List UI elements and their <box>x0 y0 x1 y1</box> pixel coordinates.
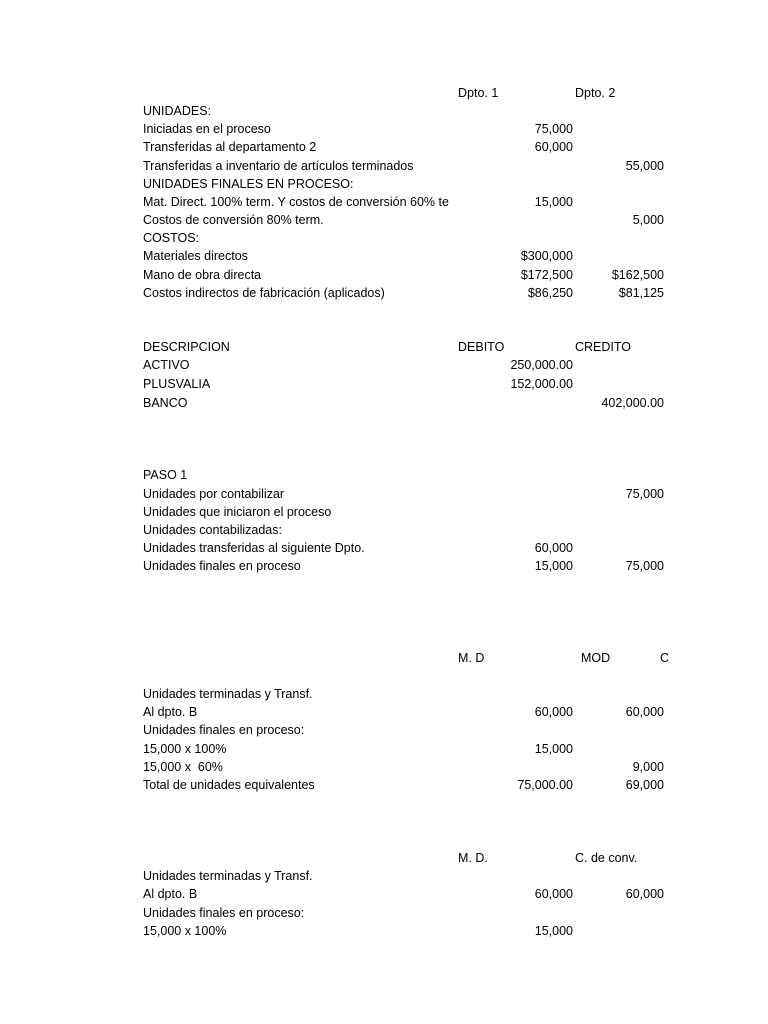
header-debito: DEBITO <box>458 340 505 354</box>
row-label: 15,000 x 100% <box>143 742 227 756</box>
header-c-de-conv: C. de conv. <box>575 851 638 865</box>
value-md: 75,000.00 <box>517 778 573 792</box>
row-label: 15,000 x 60% <box>143 760 223 774</box>
header-credito: CREDITO <box>575 340 632 354</box>
value-dpto1: $86,250 <box>527 286 573 300</box>
row-label: COSTOS: <box>143 231 200 245</box>
table-row <box>0 356 768 374</box>
header-md: M. D. <box>458 851 488 865</box>
table-row <box>0 685 768 703</box>
row-label: Mano de obra directa <box>143 268 262 282</box>
value-md: 60,000 <box>534 887 573 901</box>
table-row <box>0 885 768 903</box>
value-c-de-conv: 60,000 <box>625 887 664 901</box>
row-label: UNIDADES: <box>143 104 212 118</box>
value-mod: 60,000 <box>625 705 664 719</box>
row-label: Total de unidades equivalentes <box>143 778 315 792</box>
row-label: Unidades terminadas y Transf. <box>143 869 313 883</box>
header-dpto2: Dpto. 2 <box>575 86 616 100</box>
value-md: 15,000 <box>534 742 573 756</box>
table-row <box>0 557 768 575</box>
value-dpto1: 15,000 <box>534 195 573 209</box>
section-title: PASO 1 <box>143 468 188 482</box>
table-row <box>0 211 768 229</box>
table-row <box>0 904 768 922</box>
value-debito: 250,000.00 <box>510 358 573 372</box>
table-row <box>0 102 768 120</box>
row-label: Unidades terminadas y Transf. <box>143 687 313 701</box>
value-md: 60,000 <box>534 705 573 719</box>
section5-header-row <box>0 849 768 867</box>
table-row <box>0 922 768 940</box>
value-dpto1: 75,000 <box>534 122 573 136</box>
section2-header-row <box>0 338 768 356</box>
table-row <box>0 485 768 503</box>
row-label: Unidades contabilizadas: <box>143 523 282 537</box>
row-label: 15,000 x 100% <box>143 924 227 938</box>
row-label: PLUSVALIA <box>143 377 211 391</box>
value-dpto2: 55,000 <box>625 159 664 173</box>
value-dpto1: $300,000 <box>520 249 573 263</box>
row-label: Costos indirectos de fabricación (aplicados) <box>143 286 385 300</box>
row-label: UNIDADES FINALES EN PROCESO: <box>143 177 354 191</box>
value-debito: 152,000.00 <box>510 377 573 391</box>
row-label: ACTIVO <box>143 358 190 372</box>
value-col1: 60,000 <box>534 541 573 555</box>
table-row <box>0 776 768 794</box>
header-c: C <box>660 651 670 665</box>
row-label: Transferidas a inventario de artículos terminados <box>143 159 414 173</box>
table-row <box>0 867 768 885</box>
value-dpto2: $162,500 <box>611 268 664 282</box>
row-label: Unidades transferidas al siguiente Dpto. <box>143 541 365 555</box>
row-label: Mat. Direct. 100% term. Y costos de conversión 60% te <box>143 195 449 209</box>
row-label: Iniciadas en el proceso <box>143 122 271 136</box>
value-md: 15,000 <box>534 924 573 938</box>
section1-header-row <box>0 84 768 102</box>
row-label: Al dpto. B <box>143 705 198 719</box>
table-row <box>0 247 768 265</box>
table-row <box>0 503 768 521</box>
table-row <box>0 284 768 302</box>
row-label: Unidades finales en proceso <box>143 559 301 573</box>
header-mod: MOD <box>581 651 611 665</box>
row-label: Unidades que iniciaron el proceso <box>143 505 332 519</box>
value-dpto2: 5,000 <box>632 213 664 227</box>
table-row <box>0 193 768 211</box>
header-descripcion: DESCRIPCION <box>143 340 230 354</box>
value-mod: 69,000 <box>625 778 664 792</box>
table-row <box>0 157 768 175</box>
row-label: Unidades por contabilizar <box>143 487 285 501</box>
value-dpto1: 60,000 <box>534 140 573 154</box>
header-dpto1: Dpto. 1 <box>458 86 499 100</box>
section4-header-row <box>0 649 768 667</box>
row-label: Unidades finales en proceso: <box>143 723 305 737</box>
value-dpto1: $172,500 <box>520 268 573 282</box>
table-row <box>0 703 768 721</box>
row-label: Materiales directos <box>143 249 248 263</box>
table-row <box>0 229 768 247</box>
row-label: BANCO <box>143 396 188 410</box>
value-dpto2: $81,125 <box>618 286 664 300</box>
table-row <box>0 758 768 776</box>
row-label: Unidades finales en proceso: <box>143 906 305 920</box>
header-md: M. D <box>458 651 485 665</box>
table-row <box>0 266 768 284</box>
row-label: Costos de conversión 80% term. <box>143 213 324 227</box>
value-col2: 75,000 <box>625 487 664 501</box>
value-credito: 402,000.00 <box>601 396 664 410</box>
table-row <box>0 539 768 557</box>
value-mod: 9,000 <box>632 760 664 774</box>
table-row <box>0 175 768 193</box>
table-row <box>0 740 768 758</box>
value-col2: 75,000 <box>625 559 664 573</box>
table-row <box>0 138 768 156</box>
table-row <box>0 120 768 138</box>
table-row <box>0 721 768 739</box>
table-row <box>0 521 768 539</box>
table-row <box>0 375 768 393</box>
row-label: Transferidas al departamento 2 <box>143 140 317 154</box>
row-label: Al dpto. B <box>143 887 198 901</box>
section3-title-row <box>0 466 768 484</box>
value-col1: 15,000 <box>534 559 573 573</box>
table-row <box>0 394 768 412</box>
